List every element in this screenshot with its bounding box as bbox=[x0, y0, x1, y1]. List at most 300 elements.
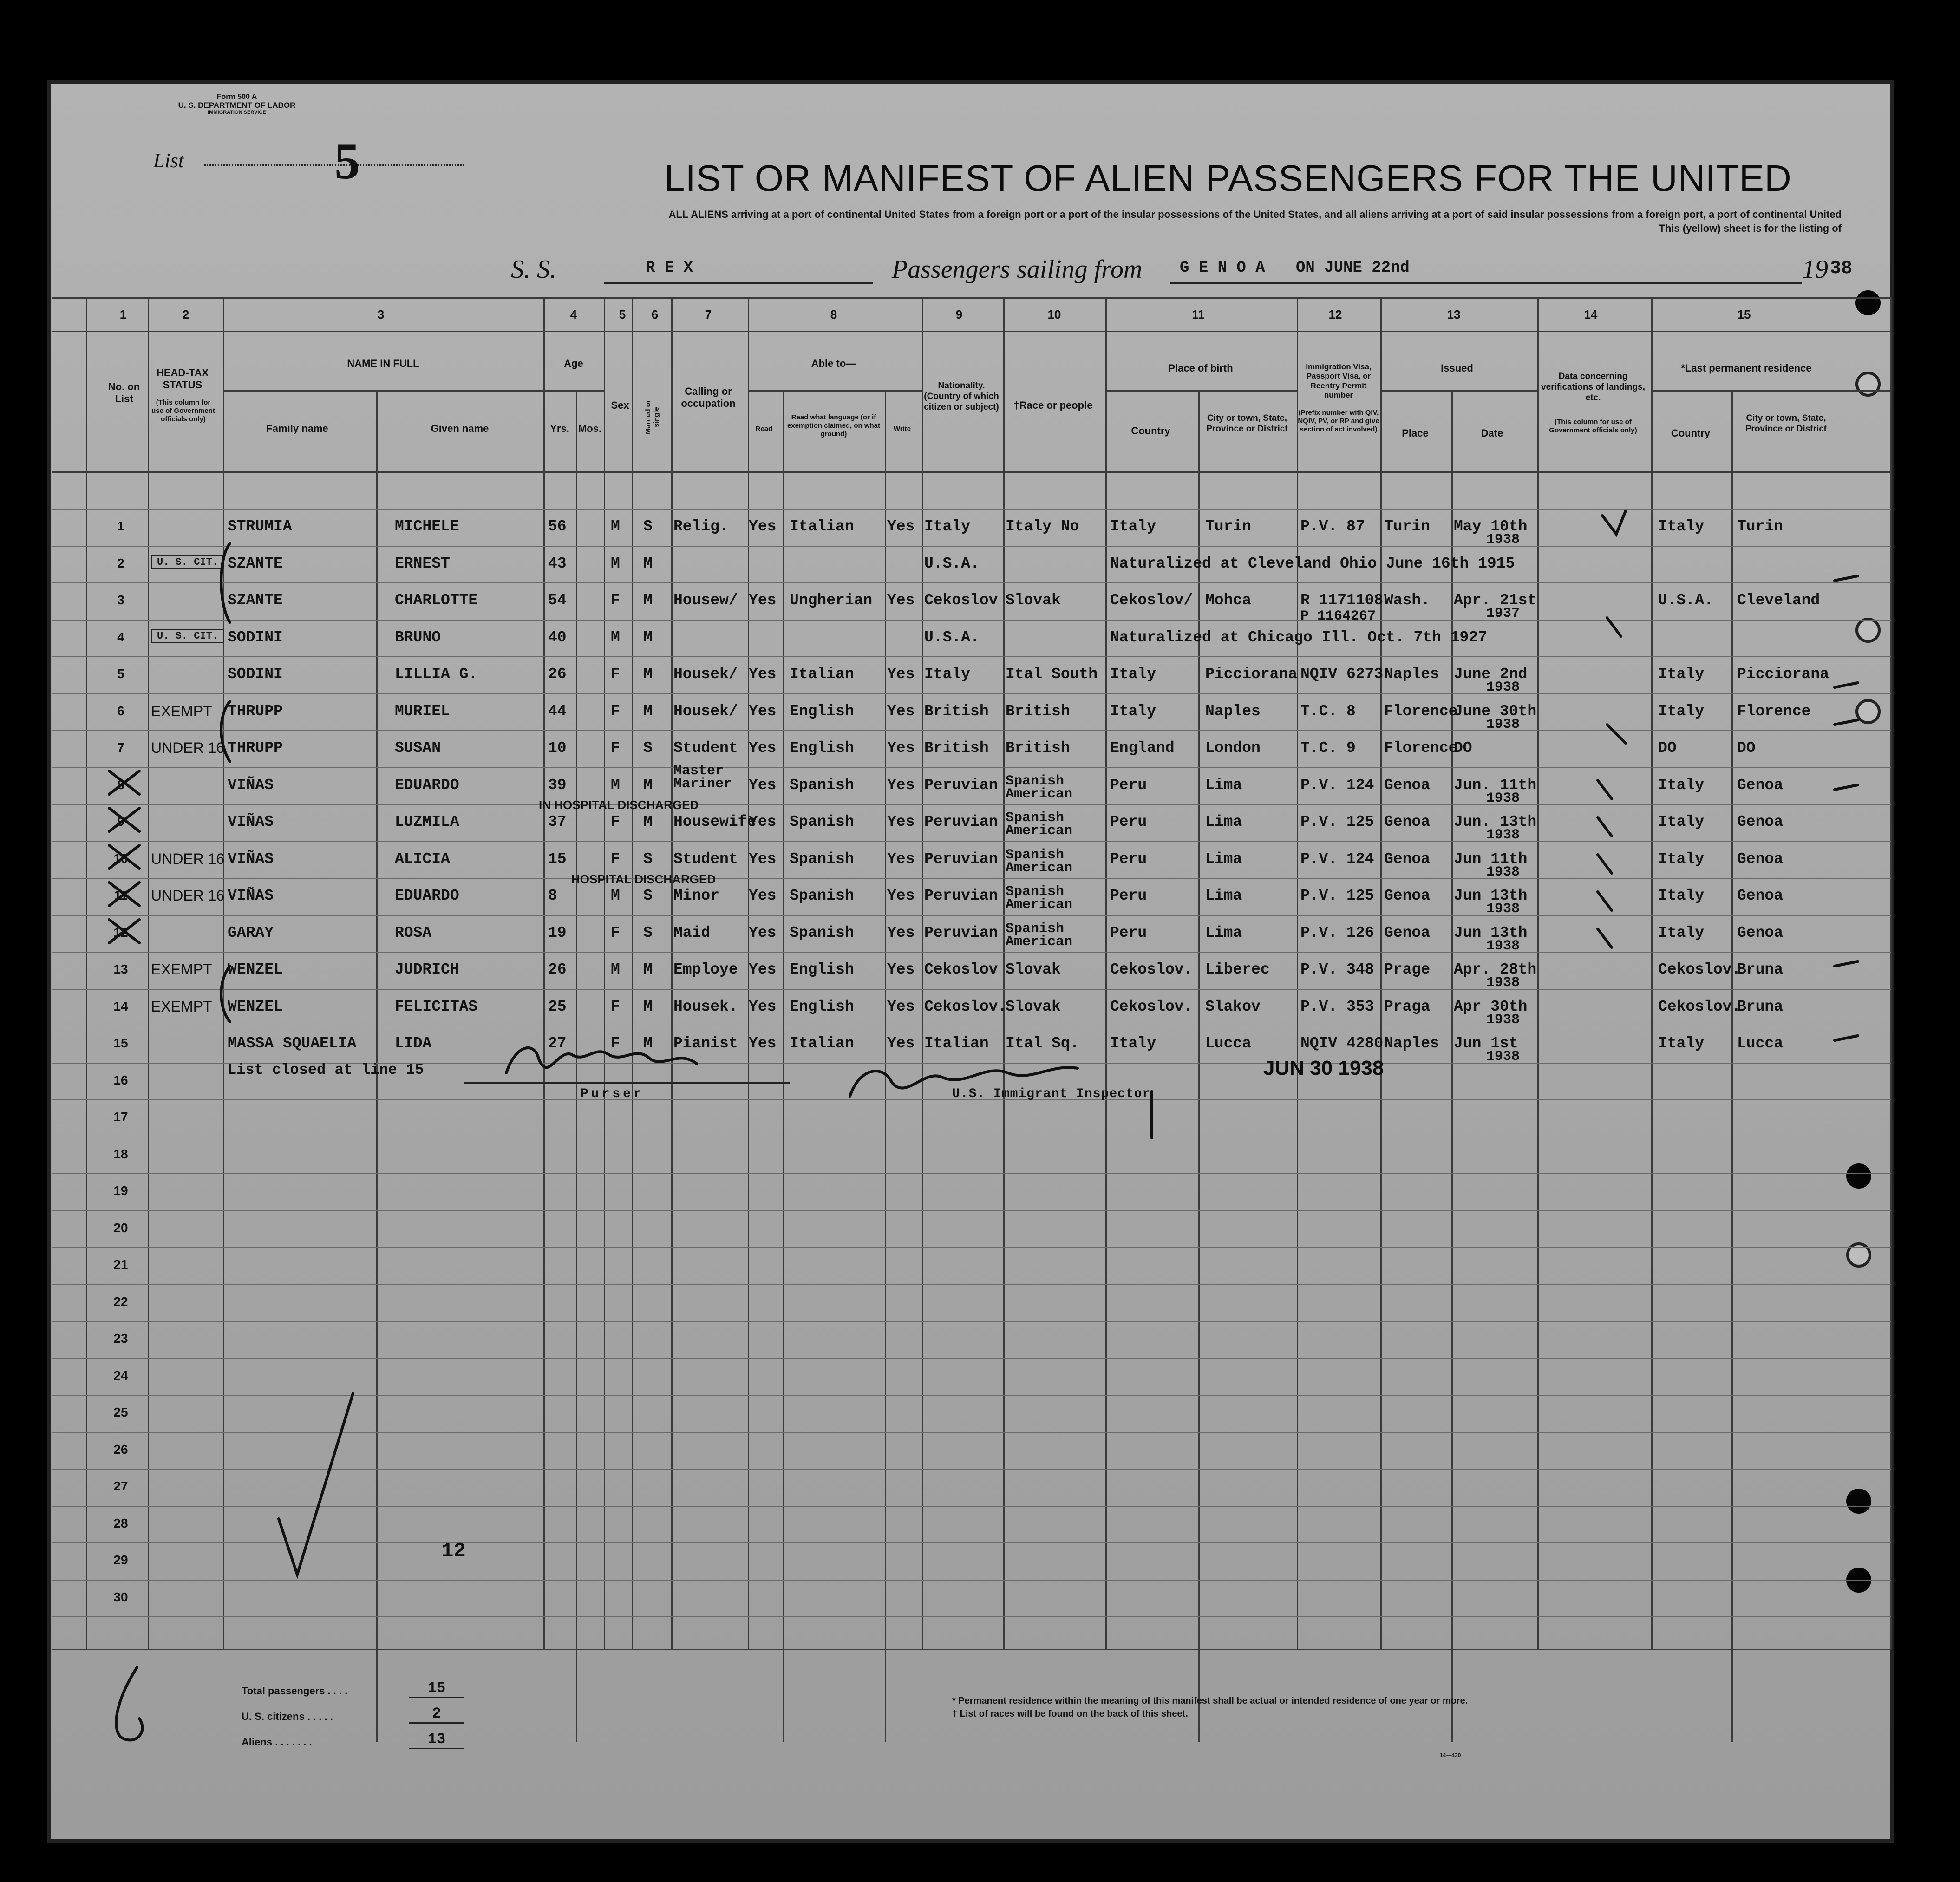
issued-place-cell: Naples bbox=[1384, 1035, 1439, 1052]
column-number: 1 bbox=[119, 307, 127, 321]
hospital-note: IN HOSPITAL DISCHARGED bbox=[539, 798, 699, 812]
sex-cell: F bbox=[611, 924, 620, 941]
head-tax-cell: EXEMPT bbox=[151, 961, 212, 978]
verification-tick bbox=[1607, 725, 1626, 743]
nationality-cell: Italy bbox=[924, 666, 971, 683]
head-tax-cell: EXEMPT bbox=[151, 702, 212, 719]
line-number: 12 bbox=[113, 925, 128, 940]
sex-cell: F bbox=[611, 702, 620, 720]
residence-city-cell: Bruna bbox=[1737, 961, 1784, 978]
birth-city-cell: London bbox=[1205, 739, 1261, 757]
line-number: 16 bbox=[113, 1072, 128, 1087]
given-name-cell: SUSAN bbox=[395, 739, 441, 757]
birth-country-cell: Peru bbox=[1110, 776, 1147, 794]
residence-country-cell: Italy bbox=[1658, 702, 1705, 720]
nationality-cell: Italy bbox=[924, 518, 971, 535]
occupation-cell: Housek/ bbox=[673, 702, 738, 720]
nationality-cell: Cekoslov bbox=[924, 961, 998, 978]
residence-country-cell: Cekoslov. bbox=[1658, 998, 1741, 1015]
header-visa-note: (Prefix number with QIV, NQIV, PV, or RP and give section of act involved) bbox=[1298, 409, 1379, 433]
verification-tick bbox=[1607, 618, 1621, 636]
bracket-mark bbox=[221, 966, 230, 1022]
totals-block bbox=[242, 1679, 446, 1762]
issued-year-cell: 1938 bbox=[1486, 1012, 1520, 1028]
issued-place-cell: Naples bbox=[1384, 666, 1439, 683]
language-cell: Italian bbox=[790, 666, 854, 683]
header-read-language: Read what language (or if exemption claimed, on what ground) bbox=[787, 413, 881, 438]
strike-mark bbox=[109, 771, 139, 794]
sex-cell: M bbox=[611, 555, 620, 572]
total-citizens-row: U. S. citizens . . . . . 2 bbox=[242, 1711, 347, 1736]
age-cell: 40 bbox=[548, 628, 567, 646]
residence-city-cell: Florence bbox=[1737, 702, 1811, 720]
birth-country-cell: Italy bbox=[1110, 702, 1156, 720]
given-name-cell: ALICIA bbox=[395, 850, 450, 868]
issued-date-cell: Apr. 28th bbox=[1454, 961, 1537, 978]
list-closed-line: List closed at line 15 bbox=[228, 1061, 424, 1078]
given-name-cell: EDUARDO bbox=[395, 887, 459, 904]
issued-place-cell: Genoa bbox=[1384, 850, 1431, 868]
race-cell: Spanish American bbox=[1006, 810, 1073, 839]
issued-year-cell: 1938 bbox=[1486, 975, 1520, 991]
age-cell: 10 bbox=[548, 739, 567, 757]
birth-city-cell: Lima bbox=[1205, 776, 1242, 794]
form-number: Form 500 A bbox=[216, 93, 257, 101]
nationality-cell: Peruvian bbox=[924, 924, 998, 941]
strike-mark bbox=[109, 882, 139, 906]
issued-date-cell: DO bbox=[1454, 739, 1472, 757]
sex-cell: M bbox=[611, 518, 620, 535]
head-tax-cell: UNDER 16 bbox=[151, 739, 225, 756]
line-number: 30 bbox=[113, 1589, 128, 1604]
issued-place-cell: Florence bbox=[1384, 739, 1458, 757]
age-cell: 15 bbox=[548, 850, 567, 868]
family-name-cell: GARAY bbox=[228, 924, 274, 941]
issued-date-cell: Jun. 13th bbox=[1454, 813, 1537, 830]
read-cell: Yes bbox=[749, 739, 777, 757]
language-cell: Spanish bbox=[790, 924, 854, 941]
head-tax-cell: UNDER 16 bbox=[151, 850, 225, 867]
line-number: 1 bbox=[117, 519, 124, 533]
line-number: 5 bbox=[117, 667, 124, 681]
family-name-cell: WENZEL bbox=[228, 961, 283, 978]
nationality-cell: Cekoslov. bbox=[924, 998, 1007, 1015]
residence-country-cell: Italy bbox=[1658, 813, 1705, 830]
residence-city-cell: Genoa bbox=[1737, 924, 1784, 941]
marital-status-cell: M bbox=[643, 628, 653, 646]
instruction-line: ALL ALIENS arriving at a port of continental United States from a foreign port or a port of the insular possessions of the United States, and all aliens arriving at a port of said insular possessions from a foreign port, a port of continental United bbox=[668, 209, 1842, 220]
birth-country-cell: Naturalized at Cleveland Ohio June 16th 1915 bbox=[1110, 555, 1515, 572]
visa-cell: T.C. 9 bbox=[1300, 739, 1356, 757]
language-cell: Italian bbox=[790, 1035, 854, 1052]
marital-status-cell: M bbox=[643, 961, 653, 978]
family-name-cell: VIÑAS bbox=[228, 776, 274, 794]
read-cell: Yes bbox=[749, 666, 777, 683]
header-able-to: Able to— bbox=[811, 358, 856, 369]
given-name-cell: FELICITAS bbox=[395, 998, 478, 1015]
visa-cell: NQIV 4280 bbox=[1300, 1035, 1384, 1052]
nationality-cell: U.S.A. bbox=[924, 555, 980, 572]
birth-country-cell: Peru bbox=[1110, 924, 1147, 941]
given-name-cell: BRUNO bbox=[395, 628, 441, 646]
occupation-cell: Housew/ bbox=[673, 592, 738, 609]
race-cell: Slovak bbox=[1006, 592, 1061, 609]
visa-cell: P 1164267 bbox=[1300, 608, 1376, 624]
issued-place-cell: Wash. bbox=[1384, 592, 1431, 609]
bracket-mark bbox=[221, 543, 230, 622]
nationality-cell: Italian bbox=[924, 1035, 989, 1052]
birth-country-cell: Italy bbox=[1110, 518, 1156, 535]
sex-cell: M bbox=[611, 628, 620, 646]
residence-city-cell: Genoa bbox=[1737, 776, 1784, 794]
header-no-on-list: No. on List bbox=[108, 381, 140, 405]
department-name: U. S. DEPARTMENT OF LABOR bbox=[178, 100, 296, 110]
occupation-cell: Relig. bbox=[673, 518, 729, 535]
birth-city-cell: Liberec bbox=[1205, 961, 1270, 978]
birth-country-cell: Italy bbox=[1110, 1035, 1156, 1052]
race-cell: Spanish American bbox=[1006, 773, 1073, 802]
total-aliens-row: Aliens . . . . . . . 13 bbox=[242, 1736, 347, 1762]
residence-country-cell: U.S.A. bbox=[1658, 592, 1713, 609]
race-cell: Ital South bbox=[1006, 666, 1098, 683]
issued-year-cell: 1938 bbox=[1486, 680, 1520, 695]
check-mark bbox=[279, 1393, 353, 1575]
issued-year-cell: 1938 bbox=[1486, 532, 1520, 548]
verification-tick bbox=[1598, 817, 1612, 836]
write-cell: Yes bbox=[887, 961, 915, 978]
list-label: List bbox=[153, 149, 184, 172]
age-cell: 25 bbox=[548, 998, 567, 1015]
family-name-cell: SODINI bbox=[228, 628, 283, 646]
line-number: 27 bbox=[113, 1479, 128, 1493]
total-citizens-label: U. S. citizens bbox=[242, 1711, 305, 1722]
column-number: 9 bbox=[955, 307, 963, 321]
header-age: Age bbox=[564, 358, 583, 369]
line-number: 3 bbox=[117, 593, 124, 607]
header-name-in-full: NAME IN FULL bbox=[347, 358, 419, 369]
write-cell: Yes bbox=[887, 666, 915, 683]
birth-city-cell: Turin bbox=[1205, 518, 1252, 535]
nationality-cell: Cekoslov bbox=[924, 592, 998, 609]
header-calling: Calling or occupation bbox=[681, 386, 736, 410]
residence-country-cell: DO bbox=[1658, 739, 1677, 757]
write-cell: Yes bbox=[887, 998, 915, 1015]
read-cell: Yes bbox=[749, 998, 777, 1015]
header-birth-city: City or town, State, Province or District bbox=[1206, 413, 1288, 434]
race-cell: Slovak bbox=[1006, 998, 1061, 1015]
given-name-cell: JUDRICH bbox=[395, 961, 459, 978]
family-name-cell: VIÑAS bbox=[228, 850, 274, 868]
birth-city-cell: Naples bbox=[1205, 702, 1261, 720]
header-last-residence: *Last permanent residence bbox=[1681, 362, 1812, 374]
occupation-cell: Housek/ bbox=[673, 666, 738, 683]
write-cell: Yes bbox=[887, 924, 915, 941]
residence-city-cell: Bruna bbox=[1737, 998, 1784, 1015]
hospital-note: HOSPITAL DISCHARGED bbox=[571, 872, 716, 886]
visa-cell: P.V. 87 bbox=[1300, 518, 1365, 535]
age-cell: 43 bbox=[548, 555, 567, 572]
birth-country-cell: Peru bbox=[1110, 813, 1147, 830]
nationality-cell: Peruvian bbox=[924, 813, 998, 830]
sex-cell: F bbox=[611, 850, 620, 868]
header-married: Married or single bbox=[644, 400, 660, 434]
line-number: 26 bbox=[113, 1442, 128, 1457]
line-number: 9 bbox=[117, 814, 124, 829]
language-cell: Ungherian bbox=[790, 592, 873, 609]
issued-date-cell: Jun 11th bbox=[1454, 850, 1528, 868]
given-name-cell: LUZMILA bbox=[395, 813, 459, 830]
read-cell: Yes bbox=[749, 961, 777, 978]
header-age-years: Yrs. bbox=[550, 423, 569, 434]
read-cell: Yes bbox=[749, 592, 777, 609]
strike-mark bbox=[109, 920, 139, 943]
issued-place-cell: Genoa bbox=[1384, 887, 1431, 904]
line-number: 10 bbox=[113, 851, 128, 866]
race-cell: British bbox=[1006, 702, 1070, 720]
residence-city-cell: Turin bbox=[1737, 518, 1784, 535]
residence-city-cell: Lucca bbox=[1737, 1035, 1784, 1052]
issued-year-cell: 1938 bbox=[1486, 716, 1520, 732]
birth-city-cell: Lima bbox=[1205, 813, 1242, 830]
read-cell: Yes bbox=[749, 776, 777, 794]
header-residence-city: City or town, State, Province or District bbox=[1745, 413, 1827, 434]
marital-status-cell: M bbox=[643, 776, 653, 794]
occupation-cell: Master Mariner bbox=[673, 763, 732, 792]
occupation-cell: Student bbox=[673, 739, 738, 757]
column-number: 12 bbox=[1328, 307, 1342, 321]
line-number: 23 bbox=[113, 1331, 128, 1346]
visa-cell: P.V. 126 bbox=[1300, 924, 1374, 941]
sailing-date: ON JUNE 22nd bbox=[1296, 259, 1410, 277]
total-aliens-label: Aliens bbox=[242, 1736, 273, 1748]
language-cell: Spanish bbox=[790, 887, 854, 904]
residence-country-cell: Italy bbox=[1658, 924, 1705, 941]
marital-status-cell: S bbox=[643, 924, 653, 941]
read-cell: Yes bbox=[749, 850, 777, 868]
issued-place-cell: Genoa bbox=[1384, 813, 1431, 830]
birth-city-cell: Lima bbox=[1205, 850, 1242, 868]
head-tax-cell: EXEMPT bbox=[151, 998, 212, 1015]
age-cell: 44 bbox=[548, 702, 567, 720]
family-name-cell: SODINI bbox=[228, 666, 283, 683]
verification-tick bbox=[1598, 929, 1612, 948]
line-number: 20 bbox=[113, 1220, 128, 1235]
header-residence-country: Country bbox=[1671, 427, 1711, 439]
family-name-cell: VIÑAS bbox=[228, 813, 274, 830]
header-family-name: Family name bbox=[266, 423, 328, 434]
residence-country-cell: Italy bbox=[1658, 1035, 1705, 1052]
column-number: 10 bbox=[1047, 307, 1061, 321]
family-name-cell: STRUMIA bbox=[228, 518, 292, 535]
given-name-cell: EDUARDO bbox=[395, 776, 459, 794]
nationality-cell: Peruvian bbox=[924, 887, 998, 904]
visa-cell: P.V. 125 bbox=[1300, 813, 1374, 830]
race-cell: Slovak bbox=[1006, 961, 1061, 978]
sex-cell: M bbox=[611, 887, 620, 904]
page-mark: 12 bbox=[441, 1540, 466, 1563]
header-issued: Issued bbox=[1441, 362, 1473, 374]
residence-city-cell: Genoa bbox=[1737, 850, 1784, 868]
column-number: 14 bbox=[1584, 307, 1598, 321]
footnote: * Permanent residence within the meaning of this manifest shall be actual or intended residence of one year or more. bbox=[952, 1696, 1468, 1706]
write-cell: Yes bbox=[887, 776, 915, 794]
visa-cell: NQIV 6273 bbox=[1300, 666, 1384, 683]
verification-tick bbox=[1602, 511, 1626, 534]
form-code: 14—430 bbox=[1440, 1752, 1461, 1758]
read-cell: Yes bbox=[749, 1035, 777, 1052]
line-number: 15 bbox=[113, 1036, 128, 1050]
line-number: 28 bbox=[113, 1516, 128, 1530]
column-number: 5 bbox=[619, 307, 626, 321]
language-cell: Spanish bbox=[790, 850, 854, 868]
marital-status-cell: M bbox=[643, 592, 653, 609]
issued-year-cell: 1938 bbox=[1486, 790, 1520, 806]
age-cell: 39 bbox=[548, 776, 567, 794]
sex-cell: F bbox=[611, 739, 620, 757]
header-verifications: Data concerning verifications of landings, etc. bbox=[1541, 372, 1645, 403]
birth-country-cell: Cekoslov/ bbox=[1110, 592, 1193, 609]
inspector-label: U.S. Immigrant Inspector bbox=[952, 1087, 1151, 1101]
family-name-cell: MASSA SQUAELIA bbox=[228, 1035, 357, 1052]
issued-date-cell: May 10th bbox=[1454, 518, 1528, 535]
marital-status-cell: S bbox=[643, 887, 653, 904]
nationality-cell: British bbox=[924, 739, 989, 757]
purser-signature bbox=[506, 1048, 697, 1073]
marital-status-cell: M bbox=[643, 666, 653, 683]
race-cell: Spanish American bbox=[1006, 884, 1073, 913]
header-head-tax-note: (This column for use of Government officials only) bbox=[151, 399, 215, 423]
list-number: 5 bbox=[334, 133, 360, 190]
residence-dash bbox=[1835, 1036, 1858, 1040]
head-tax-cell: UNDER 16 bbox=[151, 887, 225, 904]
line-number: 8 bbox=[117, 777, 124, 792]
issued-place-cell: Florence bbox=[1384, 702, 1458, 720]
language-cell: Italian bbox=[790, 518, 854, 535]
header-nationality: Nationality. (Country of which citizen or subject) bbox=[924, 381, 999, 412]
marital-status-cell: M bbox=[643, 1035, 653, 1052]
residence-city-cell: Genoa bbox=[1737, 813, 1784, 830]
language-cell: English bbox=[790, 702, 854, 720]
residence-country-cell: Italy bbox=[1658, 850, 1705, 868]
language-cell: English bbox=[790, 961, 854, 978]
instruction-line: This (yellow) sheet is for the listing of bbox=[1659, 222, 1842, 234]
residence-dash bbox=[1835, 720, 1858, 725]
visa-cell: R 1171108 bbox=[1300, 592, 1384, 609]
age-cell: 19 bbox=[548, 924, 567, 941]
occupation-cell: Housewife bbox=[673, 813, 757, 830]
line-number: 11 bbox=[114, 888, 128, 902]
given-name-cell: MICHELE bbox=[395, 518, 459, 535]
column-number: 11 bbox=[1192, 307, 1205, 321]
write-cell: Yes bbox=[887, 518, 915, 535]
line-number: 2 bbox=[117, 555, 124, 570]
line-number: 22 bbox=[113, 1294, 128, 1309]
residence-country-cell: Italy bbox=[1658, 887, 1705, 904]
language-cell: Spanish bbox=[790, 813, 854, 830]
family-name-cell: SZANTE bbox=[228, 592, 283, 609]
write-cell: Yes bbox=[887, 1035, 915, 1052]
residence-dash bbox=[1835, 576, 1858, 581]
line-number: 17 bbox=[113, 1110, 128, 1124]
issued-year-cell: 1937 bbox=[1486, 606, 1520, 621]
language-cell: English bbox=[790, 998, 854, 1015]
birth-country-cell: Peru bbox=[1110, 850, 1147, 868]
line-number: 6 bbox=[117, 703, 124, 718]
birth-country-cell: Cekoslov. bbox=[1110, 961, 1193, 978]
issued-date-cell: Apr 30th bbox=[1454, 998, 1528, 1015]
issued-date-cell: Jun 13th bbox=[1454, 887, 1528, 904]
verification-tick bbox=[1598, 855, 1612, 873]
residence-city-cell: DO bbox=[1737, 739, 1756, 757]
purser-label: Purser bbox=[581, 1087, 644, 1101]
service-name: IMMIGRATION SERVICE bbox=[208, 110, 266, 116]
sex-cell: F bbox=[611, 813, 620, 830]
language-cell: English bbox=[790, 739, 854, 757]
line-number: 29 bbox=[113, 1553, 128, 1567]
sex-cell: M bbox=[611, 776, 620, 794]
marital-status-cell: M bbox=[643, 555, 653, 572]
given-name-cell: LILLIA G. bbox=[395, 666, 478, 683]
visa-cell: P.V. 124 bbox=[1300, 776, 1374, 794]
ss-label: S. S. bbox=[511, 255, 556, 284]
birth-city-cell: Lima bbox=[1205, 887, 1242, 904]
sailing-label: Passengers sailing from bbox=[892, 255, 1143, 284]
line-number: 13 bbox=[113, 962, 128, 976]
header-given-name: Given name bbox=[431, 423, 489, 434]
read-cell: Yes bbox=[749, 887, 777, 904]
residence-city-cell: Picciorana bbox=[1737, 666, 1829, 683]
birth-city-cell: Lucca bbox=[1205, 1035, 1252, 1052]
race-cell: Ital Sq. bbox=[1006, 1035, 1079, 1052]
header-sex: Sex bbox=[611, 399, 629, 411]
visa-cell: P.V. 124 bbox=[1300, 850, 1374, 868]
issued-year-cell: 1938 bbox=[1486, 864, 1520, 880]
family-name-cell: THRUPP bbox=[228, 702, 283, 720]
write-cell: Yes bbox=[887, 739, 915, 757]
header-race: †Race or people bbox=[1013, 399, 1093, 411]
occupation-cell: Minor bbox=[673, 887, 720, 904]
sex-cell: F bbox=[611, 666, 620, 683]
residence-dash bbox=[1835, 961, 1858, 966]
nationality-cell: Peruvian bbox=[924, 776, 998, 794]
header-visa: Immigration Visa, Passport Visa, or Reentry Permit number bbox=[1306, 362, 1372, 400]
birth-country-cell: Italy bbox=[1110, 666, 1156, 683]
marital-status-cell: M bbox=[643, 998, 653, 1015]
sex-cell: F bbox=[611, 592, 620, 609]
issued-date-cell: Jun 1st bbox=[1454, 1035, 1518, 1052]
marital-status-cell: S bbox=[643, 850, 653, 868]
race-cell: Spanish American bbox=[1006, 921, 1073, 950]
header-verifications-note: (This column for use of Government officials only) bbox=[1549, 418, 1637, 434]
total-citizens-value: 2 bbox=[409, 1705, 464, 1724]
sex-cell: F bbox=[611, 1035, 620, 1052]
column-number: 6 bbox=[651, 307, 659, 321]
header-write: Write bbox=[893, 425, 911, 433]
footnotes bbox=[952, 1694, 1468, 1720]
birth-city-cell: Mohca bbox=[1205, 592, 1252, 609]
header-head-tax: HEAD-TAX STATUS bbox=[156, 367, 209, 391]
marital-status-cell: M bbox=[643, 813, 653, 830]
birth-city-cell: Slakov bbox=[1205, 998, 1261, 1015]
header-issued-date: Date bbox=[1481, 427, 1503, 439]
header-place-of-birth: Place of birth bbox=[1168, 362, 1233, 374]
line-number: 7 bbox=[117, 740, 124, 755]
column-number: 13 bbox=[1447, 307, 1461, 321]
strike-mark bbox=[109, 808, 139, 831]
birth-country-cell: Naturalized at Chicago Ill. Oct. 7th 1927 bbox=[1110, 628, 1487, 646]
issued-place-cell: Praga bbox=[1384, 998, 1431, 1015]
year-suffix: 38 bbox=[1830, 258, 1853, 279]
